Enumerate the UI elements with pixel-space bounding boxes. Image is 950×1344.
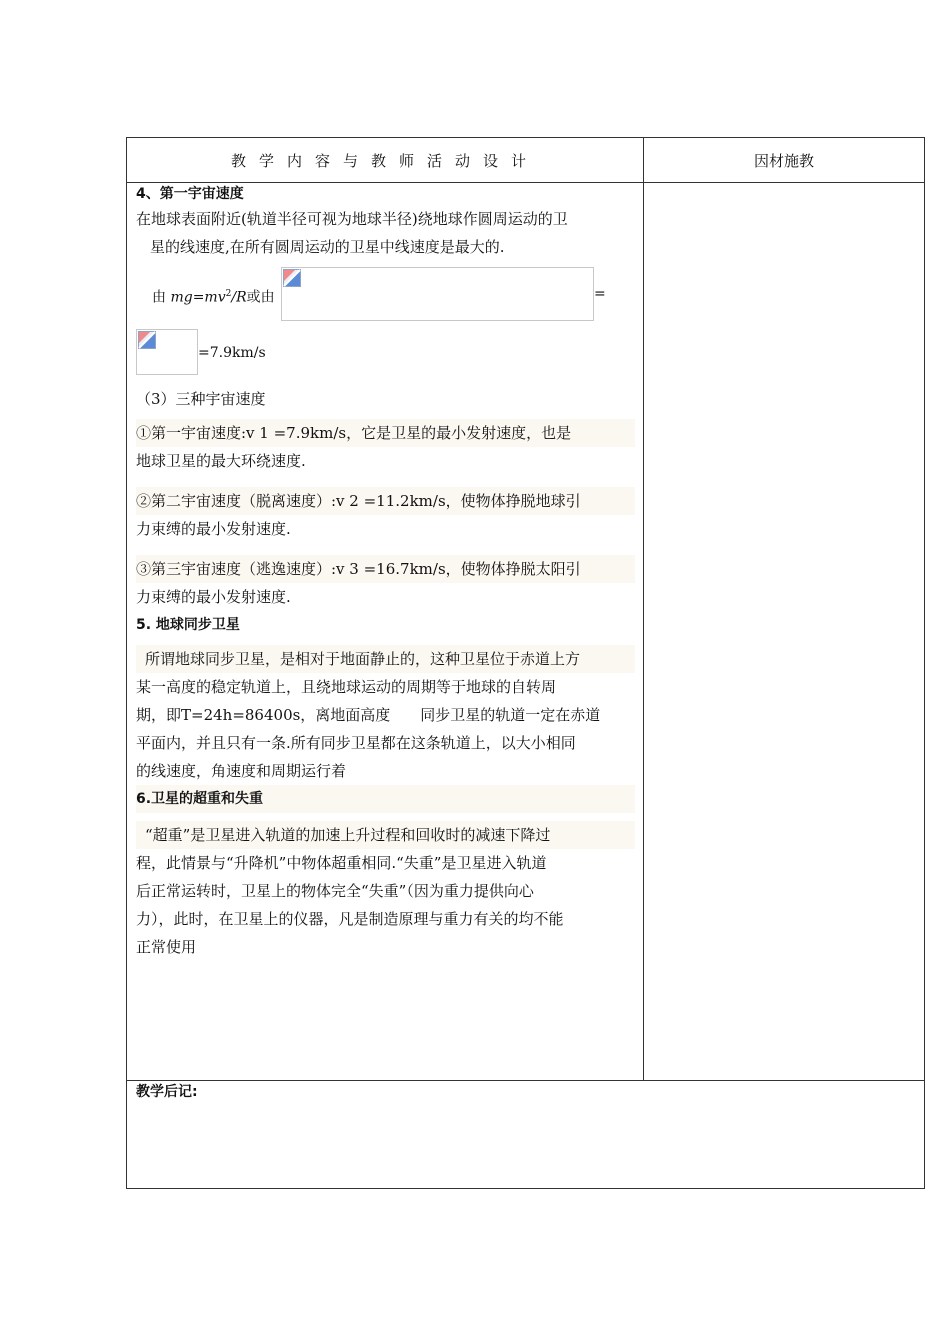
formula-image-2 xyxy=(136,329,198,375)
formula-lead xyxy=(152,280,275,312)
formula-prefix: 由 xyxy=(152,289,166,306)
section6-line5: 正常使用 xyxy=(136,938,197,956)
section4-intro-line2: 星的线速度,在所有圆周运动的卫星中线速度是最大的. xyxy=(150,238,505,256)
cosmic-second-line2: 力束缚的最小发射速度. xyxy=(136,520,291,538)
first-cosmic-result: =7.9km/s xyxy=(198,345,266,361)
notes-cell xyxy=(127,1081,925,1189)
cosmic-third-line2: 力束缚的最小发射速度. xyxy=(136,588,291,606)
formula-row xyxy=(136,267,635,325)
cosmic-title: （3）三种宇宙速度 xyxy=(136,390,266,408)
header-teaching-content: 教学内容与教师活动设计 xyxy=(127,138,644,183)
section6-line3: 后正常运转时，卫星上的物体完全“失重”（因为重力提供向心 xyxy=(136,882,534,900)
section6-line1: “超重”是卫星进入轨道的加速上升过程和回收时的减速下降过 xyxy=(136,821,635,849)
formula-r: /R xyxy=(231,289,247,306)
cosmic-first-line1: ①第一宇宙速度:v 1 =7.9km/s，它是卫星的最小发射速度，也是 xyxy=(136,419,635,447)
cosmic-second-line1: ②第二宇宙速度（脱离速度）:v 2 =11.2km/s，使物体挣脱地球引 xyxy=(136,487,635,515)
section4-heading: 4、第一宇宙速度 xyxy=(136,186,244,202)
section5-line2: 某一高度的稳定轨道上，且绕地球运动的周期等于地球的自转周 xyxy=(136,678,557,696)
formula-mv: =mv xyxy=(192,289,226,306)
header-individualized: 因材施教 xyxy=(644,138,925,183)
section6-heading: 6.卫星的超重和失重 xyxy=(136,785,635,813)
section6-line4: 力），此时，在卫星上的仪器，凡是制造原理与重力有关的均不能 xyxy=(136,910,564,928)
formula-image-1 xyxy=(281,267,594,321)
section6-line2: 程，此情景与“升降机”中物体超重相同.“失重”是卫星进入轨道 xyxy=(136,854,547,872)
section5-line3: 期，即T=24h=86400s，离地面高度 同步卫星的轨道一定在赤道 xyxy=(136,706,601,724)
formula-sup: 2 xyxy=(225,289,232,299)
section5-line1: 所谓地球同步卫星，是相对于地面静止的，这种卫星位于赤道上方 xyxy=(136,645,635,673)
section5-line5: 的线速度，角速度和周期运行着 xyxy=(136,762,347,780)
cosmic-first-line2: 地球卫星的最大环绕速度. xyxy=(136,452,306,470)
result-row xyxy=(136,329,635,385)
broken-image-icon xyxy=(138,331,156,349)
section4-intro-line1: 在地球表面附近(轨道半径可视为地球半径)绕地球作圆周运动的卫 xyxy=(136,210,568,228)
formula-mid: 或由 xyxy=(246,289,275,306)
section5-line4: 平面内，并且只有一条.所有同步卫星都在这条轨道上，以大小相同 xyxy=(136,734,576,752)
formula-equals: = xyxy=(594,286,606,302)
formula-mg: mg xyxy=(170,289,193,306)
content-cell xyxy=(127,183,644,1081)
notes-label: 教学后记: xyxy=(136,1084,198,1100)
broken-image-icon xyxy=(283,269,301,287)
section5-heading: 5. 地球同步卫星 xyxy=(136,617,240,633)
individualized-cell xyxy=(644,183,925,1081)
lesson-plan-table xyxy=(126,137,925,1189)
cosmic-third-line1: ③第三宇宙速度（逃逸速度）:v 3 =16.7km/s，使物体挣脱太阳引 xyxy=(136,555,635,583)
